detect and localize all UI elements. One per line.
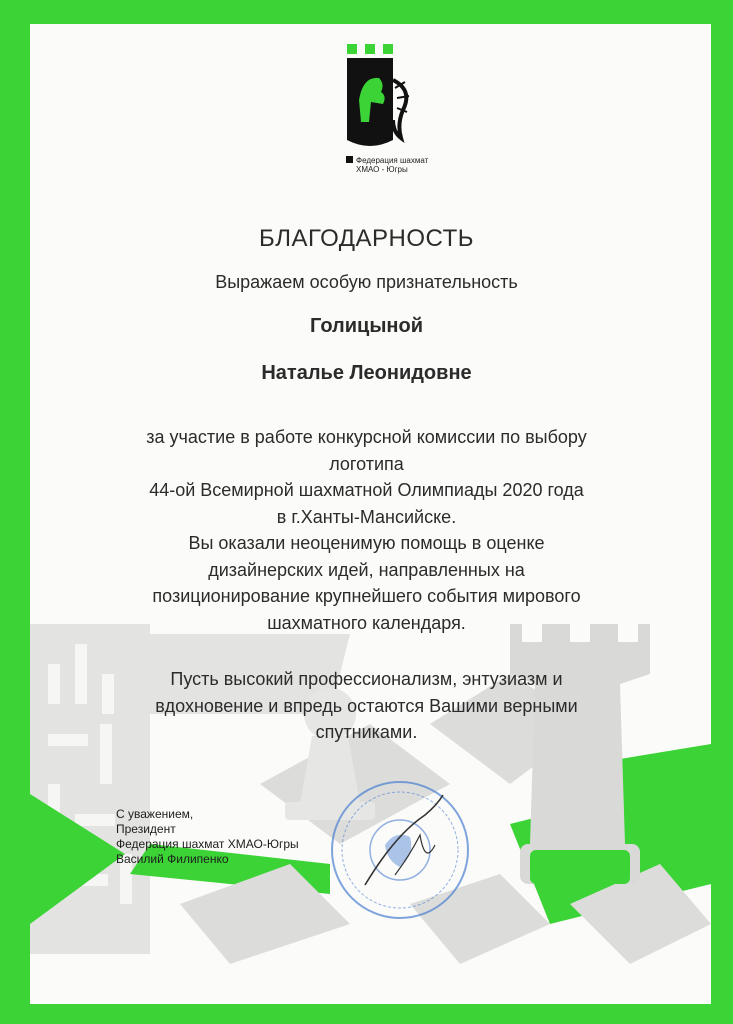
wish-paragraph	[0, 666, 733, 746]
signature-line: С уважением,	[116, 807, 194, 821]
wish-line: Пусть высокий профессионализм, энтузиазм и	[170, 669, 563, 689]
body-line: за участие в работе конкурсной комиссии по выбору	[146, 427, 587, 447]
body-line: 44-ой Всемирной шахматной Олимпиады 2020 года	[149, 480, 584, 500]
body-line: позиционирование крупнейшего события мирового	[152, 586, 581, 606]
signature-line: Василий Филипенко	[116, 852, 229, 866]
signature-block	[116, 807, 299, 867]
body-line: Вы оказали неоценимую помощь в оценке	[188, 533, 545, 553]
recipient-surname: Голицыной	[309, 315, 424, 337]
wish-line: спутниками.	[315, 722, 418, 742]
logo-square-icon	[346, 156, 353, 163]
signature-line: Федерация шахмат ХМАО-Югры	[116, 837, 299, 851]
recipient-name: Наталье Леонидовне	[261, 362, 472, 384]
green-frame-bottom	[0, 1004, 733, 1024]
body-line: в г.Ханты-Мансийске.	[276, 506, 457, 527]
logo-caption-line1: Федерация шахмат	[356, 156, 429, 165]
body-line: логотипа	[329, 453, 404, 474]
round-seal-stamp-icon	[325, 775, 475, 925]
signature-line: Президент	[116, 822, 176, 836]
lead-text: Выражаем особую признательность	[215, 272, 518, 292]
logo-caption	[346, 156, 428, 174]
logo-caption-line2: ХМАО - Югры	[356, 165, 408, 174]
wish-line: вдохновение и впредь остаются Вашими верными	[155, 695, 578, 716]
green-frame-top	[0, 0, 733, 24]
certificate-body	[0, 424, 733, 636]
certificate-title: БЛАГОДАРНОСТЬ	[258, 225, 474, 252]
body-line: дизайнерских идей, направленных на	[208, 559, 525, 580]
body-line: шахматного календаря.	[267, 612, 466, 633]
